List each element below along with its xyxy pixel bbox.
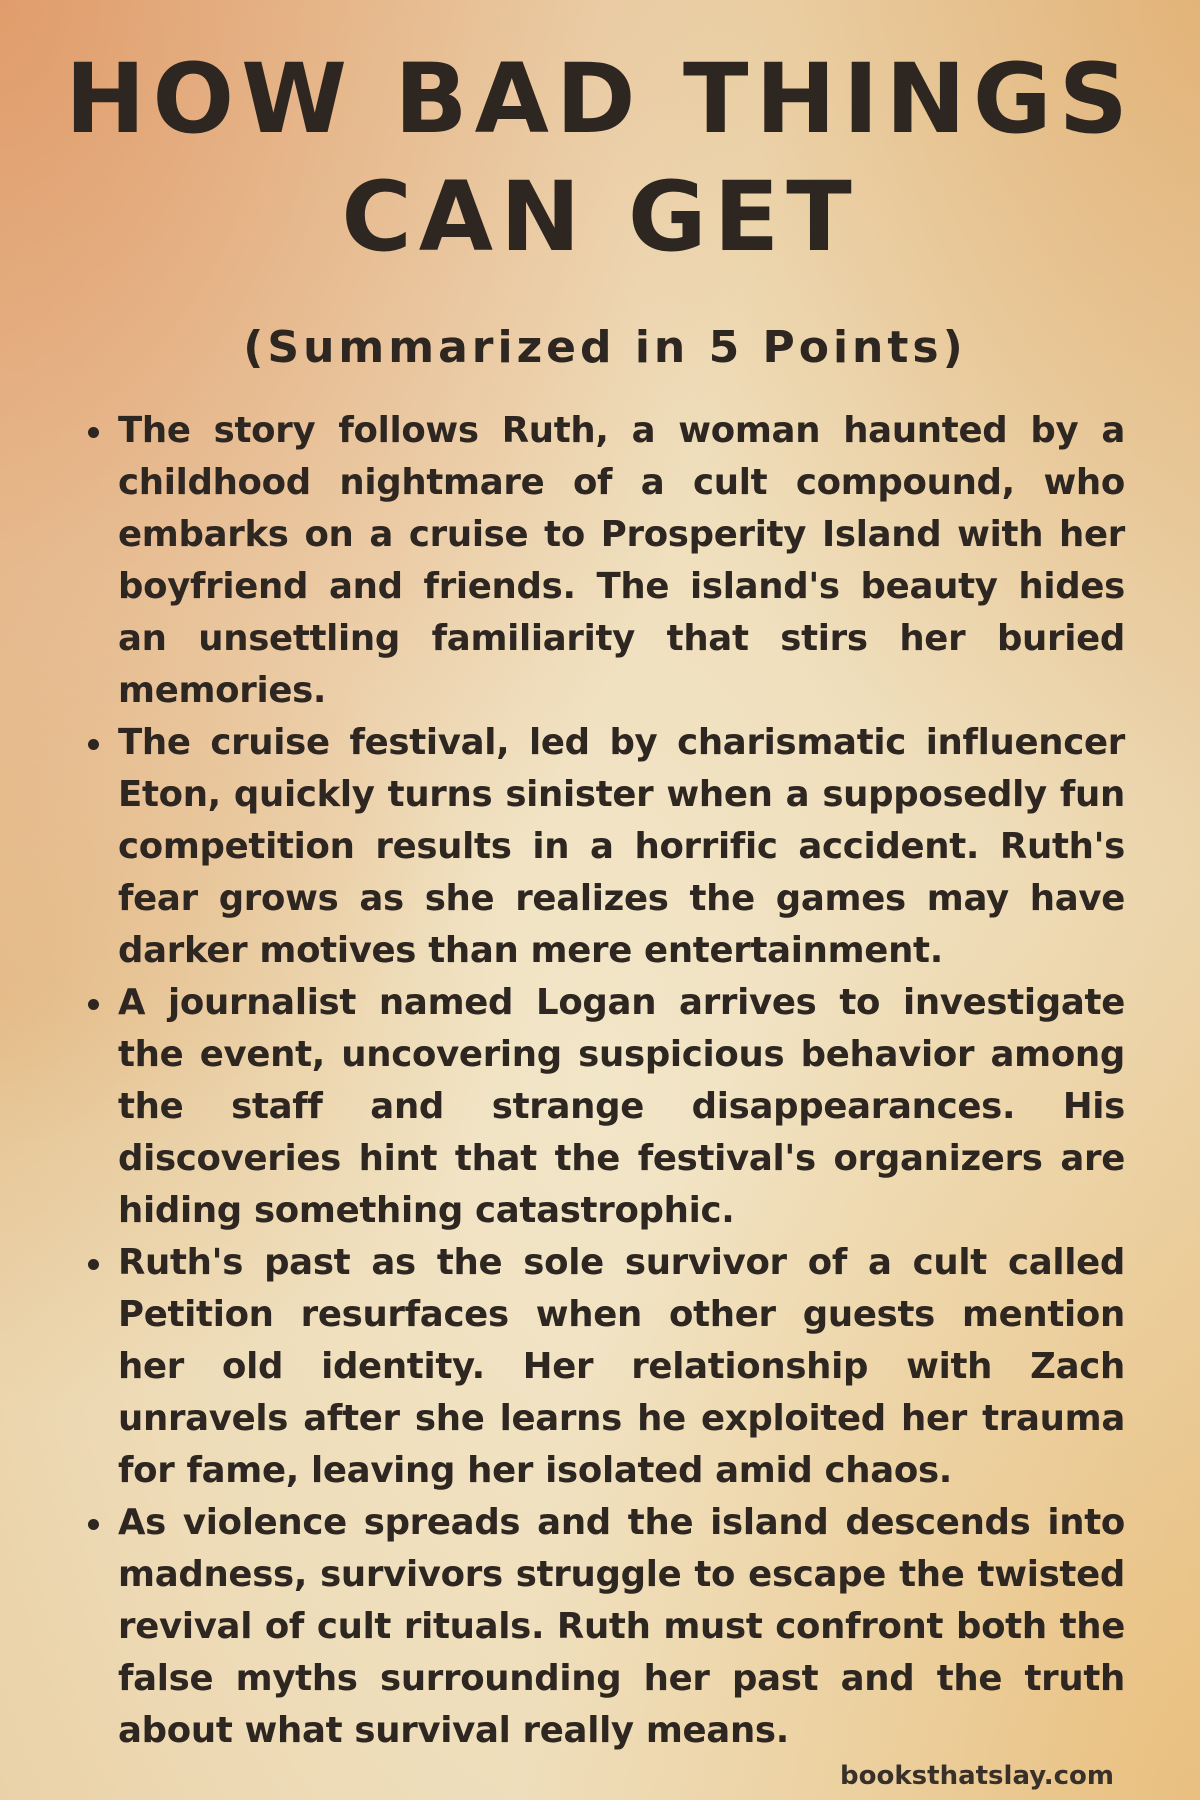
- summary-point-text: The story follows Ruth, a woman haunted by a childhood nightmare of a cult compound, who embarks on a cruise to Prosperity Island with her boyfriend and friends. The island's beauty hides an unsettling familiarity that stirs her buried memories.: [118, 410, 1125, 711]
- bullet-icon: [88, 1519, 99, 1530]
- summary-point: [118, 1237, 1125, 1497]
- site-watermark: booksthatslay.com: [840, 1761, 1114, 1791]
- bullet-icon: [88, 999, 99, 1010]
- bullet-icon: [88, 1259, 99, 1270]
- subtitle: (Summarized in 5 Points): [243, 322, 967, 373]
- summary-point: [118, 1497, 1125, 1757]
- summary-point-text: Ruth's past as the sole survivor of a cult called Petition resurfaces when other guests mention her old identity. Her relationship with Zach unravels after she learns he exploited her trauma for fame, leaving her isolated amid chaos.: [118, 1242, 1125, 1491]
- summary-points-list: [118, 405, 1125, 1757]
- bullet-icon: [88, 427, 99, 438]
- title-line-1: HOW BAD THINGS: [65, 43, 1135, 155]
- summary-point-text: The cruise festival, led by charismatic influencer Eton, quickly turns sinister when a supposedly fun competition results in a horrific accident. Ruth's fear grows as she realizes the games may have darker motives than mere entertainment.: [118, 722, 1125, 971]
- page-title: [0, 40, 1200, 276]
- summary-point-text: A journalist named Logan arrives to investigate the event, uncovering suspicious behavior among the staff and strange disappearances. His discoveries hint that the festival's organizers are hiding something catastrophic.: [118, 982, 1125, 1231]
- summary-point: [118, 405, 1125, 717]
- bullet-icon: [88, 739, 99, 750]
- summary-point: [118, 717, 1125, 977]
- title-line-2: CAN GET: [341, 161, 859, 273]
- summary-point: [118, 977, 1125, 1237]
- summary-point-text: As violence spreads and the island descends into madness, survivors struggle to escape the twisted revival of cult rituals. Ruth must confront both the false myths surrounding her past and the truth about what survival really means.: [118, 1502, 1125, 1751]
